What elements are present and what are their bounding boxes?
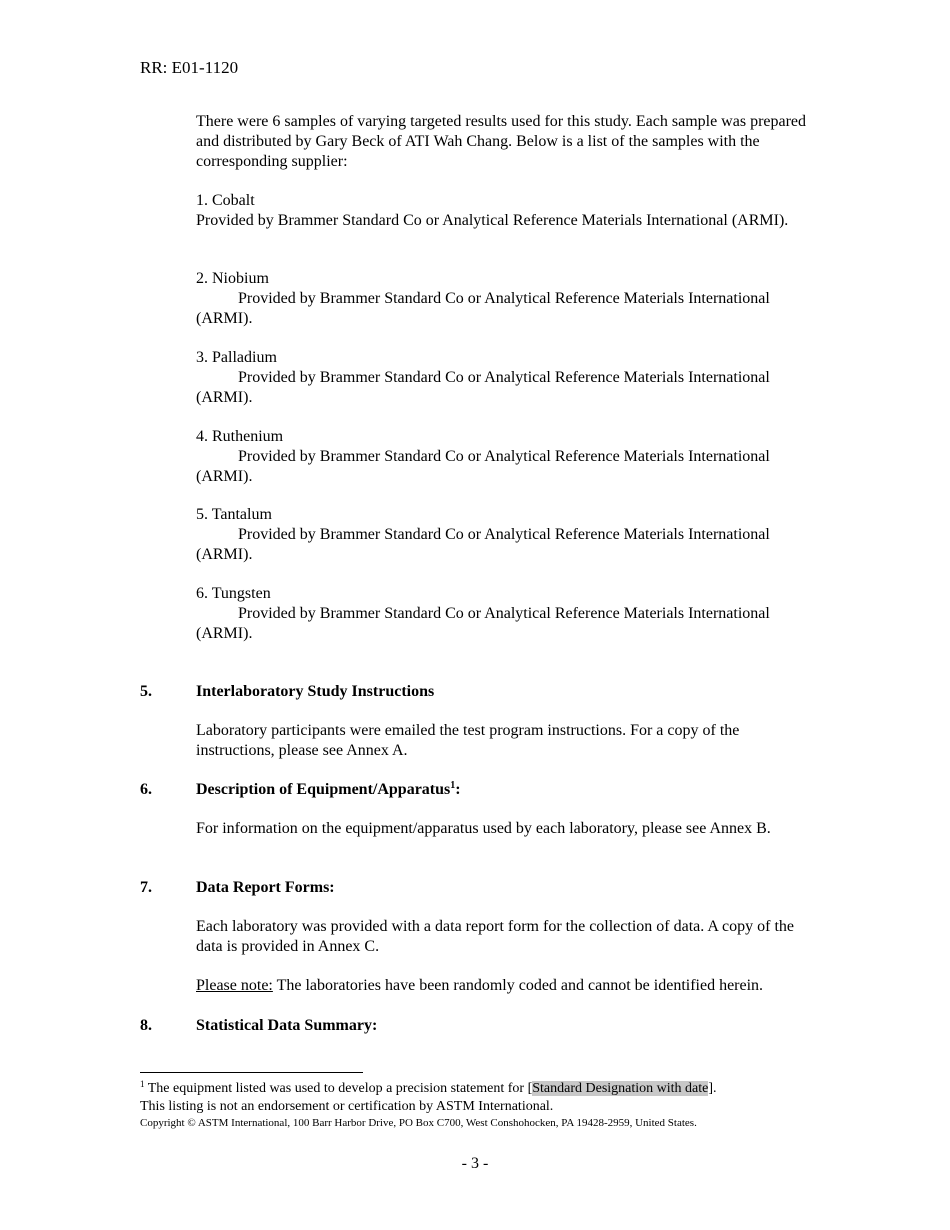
section-title: Statistical Data Summary: <box>196 1017 378 1034</box>
intro-paragraph: There were 6 samples of varying targeted results used for this study. Each sample was prepared and distributed by Gary Beck of ATI Wah Chang. Below is a list of the samples with the corresponding supplier: <box>196 113 807 170</box>
footnote-line-1 <box>140 1080 840 1098</box>
sample-desc: Provided by Brammer Standard Co or Analytical Reference Materials International (ARMI). <box>196 605 770 642</box>
footnote-ref: 1 <box>450 780 456 791</box>
sample-title: 4. Ruthenium <box>196 428 284 445</box>
sample-item-ruthenium <box>196 427 816 487</box>
section-title: Interlaboratory Study Instructions <box>196 683 435 700</box>
sample-desc: Provided by Brammer Standard Co or Analytical Reference Materials International (ARMI). <box>196 448 770 485</box>
sample-item-niobium <box>196 269 816 329</box>
section-7-heading <box>140 878 820 898</box>
footnote-highlight: Standard Designation with date <box>532 1081 709 1096</box>
sample-desc: Provided by Brammer Standard Co or Analytical Reference Materials International (ARMI). <box>196 290 770 327</box>
section-title-suffix: : <box>455 781 461 798</box>
section-number: 8. <box>140 1017 152 1034</box>
sample-title: 1. Cobalt <box>196 192 255 209</box>
section-number: 7. <box>140 879 152 896</box>
sample-desc: Provided by Brammer Standard Co or Analytical Reference Materials International (ARMI). <box>196 369 770 406</box>
sample-item-tungsten <box>196 584 816 644</box>
sample-desc: Provided by Brammer Standard Co or Analytical Reference Materials International (ARMI). <box>196 526 770 563</box>
section-6-body: For information on the equipment/apparatus used by each laboratory, please see Annex B. <box>196 820 771 837</box>
footnote-marker: 1 <box>140 1079 145 1089</box>
footnote-divider <box>140 1072 363 1073</box>
sample-title: 2. Niobium <box>196 270 269 287</box>
sample-title: 3. Palladium <box>196 349 277 366</box>
footnote <box>140 1080 840 1116</box>
section-8-heading <box>140 1016 820 1036</box>
section-number: 6. <box>140 781 152 798</box>
sample-desc: Provided by Brammer Standard Co or Analytical Reference Materials International (ARMI). <box>196 212 789 229</box>
section-title: Data Report Forms: <box>196 879 335 896</box>
footnote-text-before: The equipment listed was used to develop a precision statement for [ <box>144 1081 533 1096</box>
report-id-header: RR: E01-1120 <box>140 58 239 77</box>
section-7-body: Each laboratory was provided with a data report form for the collection of data. A copy of the data is provided in Annex C. <box>196 918 795 955</box>
sample-item-tantalum <box>196 505 816 565</box>
sample-item-cobalt <box>196 191 816 231</box>
copyright-notice: Copyright © ASTM International, 100 Barr Harbor Drive, PO Box C700, West Conshohocken, PA 19428-2959, United States. <box>140 1117 697 1129</box>
sample-title: 5. Tantalum <box>196 506 272 523</box>
note-text: The laboratories have been randomly coded and cannot be identified herein. <box>272 977 764 994</box>
section-title: Description of Equipment/Apparatus <box>196 781 451 798</box>
page-number: - 3 - <box>461 1155 489 1172</box>
section-5-heading <box>140 682 820 702</box>
footnote-line-2: This listing is not an endorsement or certification by ASTM International. <box>140 1099 554 1114</box>
note-label: Please note: <box>196 977 273 994</box>
sample-item-palladium <box>196 348 816 408</box>
section-5-body: Laboratory participants were emailed the test program instructions. For a copy of the instructions, please see Annex A. <box>196 722 740 759</box>
footnote-text-after: ]. <box>708 1081 717 1096</box>
section-6-heading <box>140 780 820 800</box>
section-number: 5. <box>140 683 152 700</box>
sample-title: 6. Tungsten <box>196 585 271 602</box>
section-7-note <box>196 976 836 996</box>
